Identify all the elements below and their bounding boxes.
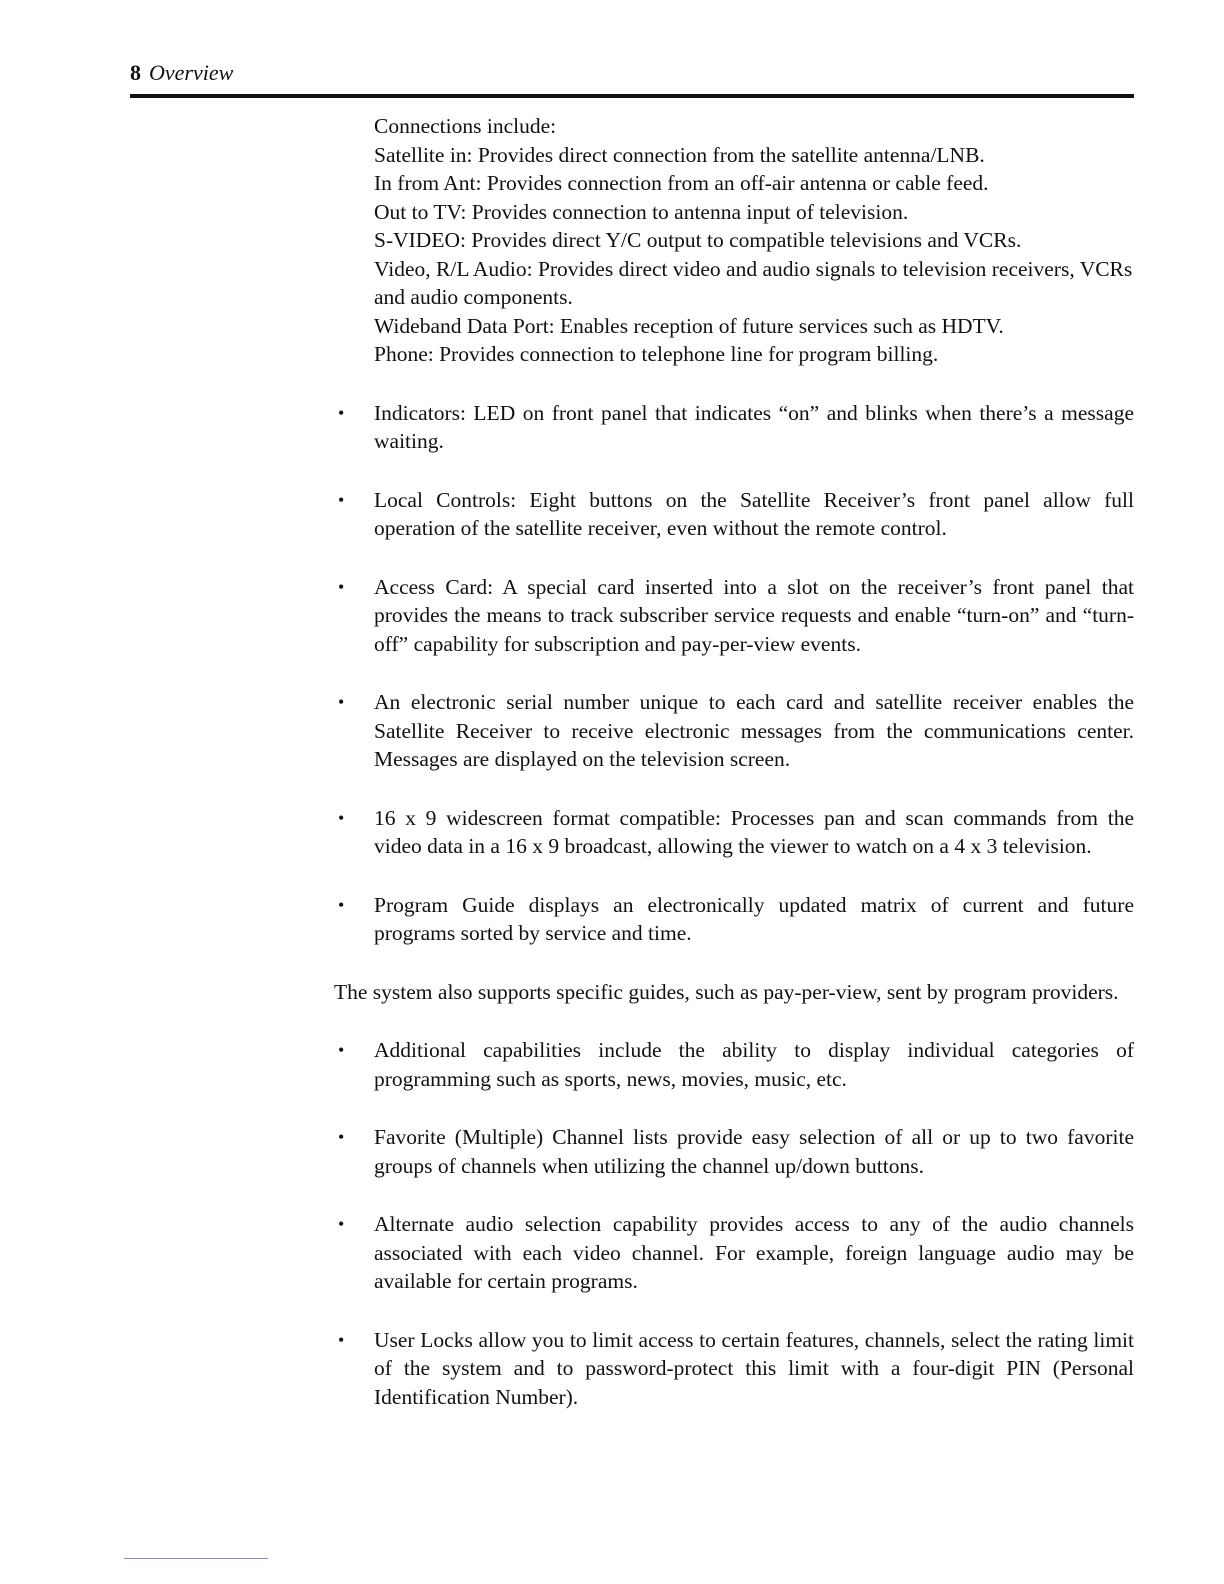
page-content (0, 112, 1224, 1411)
connections-block (374, 112, 1144, 369)
connections-heading: Connections include: (374, 114, 557, 138)
list-item-text: Indicators: LED on front panel that indicates “on” and blinks when there’s a message waiting. (374, 400, 1134, 453)
connection-video-audio: Video, R/L Audio: Provides direct video and audio signals to television receivers, VCRs and audio components. (374, 256, 1133, 309)
bullet-icon: • (338, 1329, 345, 1350)
list-item-indicators (338, 399, 1134, 456)
footnote-rule (124, 1558, 268, 1559)
section-title: Overview (149, 60, 234, 85)
connection-out-to-tv: Out to TV: Provides connection to antenna input of television. (374, 199, 909, 224)
guides-paragraph: The system also supports specific guides, such as pay-per-view, sent by program providers. (334, 979, 1119, 1004)
list-item-favorite-channels (338, 1123, 1134, 1180)
connection-phone: Phone: Provides connection to telephone line for program billing. (374, 342, 939, 366)
bullet-icon: • (338, 1127, 345, 1147)
page-number: 8 (130, 60, 141, 85)
bullet-icon: • (338, 894, 345, 915)
list-item-alternate-audio (338, 1210, 1134, 1296)
list-item-user-locks (338, 1326, 1134, 1412)
list-item-text: Alternate audio selection capability provides access to any of the audio channels associated with each video channel. For example, foreign language audio may be available for certain programs. (374, 1212, 1134, 1293)
bullet-icon: • (338, 807, 345, 828)
bullet-icon: • (338, 489, 345, 510)
list-item-serial-number (338, 688, 1134, 774)
list-item-text: Access Card: A special card inserted into a slot on the receiver’s front panel that provides the means to track subscriber service requests and enable “turn-on” and “turn-off” capability for subscription and pay-per-view events. (374, 574, 1134, 656)
list-item-text: An electronic serial number unique to each card and satellite receiver enables the Satellite Receiver to receive electronic messages from the communications center. Messages are displayed on the television screen. (374, 690, 1134, 771)
list-item-text: 16 x 9 widescreen format compatible: Processes pan and scan commands from the video data in a 16 x 9 broadcast, allowing the viewer to watch on a 4 x 3 television. (374, 805, 1134, 858)
list-item-access-card (338, 573, 1134, 659)
page-header (130, 58, 233, 88)
list-item-local-controls (338, 486, 1134, 543)
list-item-program-guide (338, 891, 1134, 948)
connection-in-from-ant: In from Ant: Provides connection from an off-air antenna or cable feed. (374, 171, 989, 195)
bullet-icon: • (338, 692, 345, 712)
bullet-icon: • (338, 1040, 345, 1060)
header-rule (130, 94, 1134, 98)
connection-s-video: S-VIDEO: Provides direct Y/C output to compatible televisions and VCRs. (374, 228, 1022, 252)
bullet-icon: • (338, 576, 345, 597)
bullet-icon: • (338, 1214, 345, 1234)
connection-wideband-data-port: Wideband Data Port: Enables reception of future services such as HDTV. (374, 313, 1004, 338)
list-item-text: Program Guide displays an electronically updated matrix of current and future programs sorted by service and time. (374, 892, 1134, 945)
bullet-icon: • (338, 402, 345, 423)
list-item-text: Additional capabilities include the ability to display individual categories of programming such as sports, news, movies, music, etc. (374, 1038, 1134, 1091)
connection-satellite-in: Satellite in: Provides direct connection from the satellite antenna/LNB. (374, 142, 985, 167)
list-item-additional-capabilities (338, 1036, 1134, 1093)
feature-list-a (338, 399, 1134, 948)
list-item-text: User Locks allow you to limit access to certain features, channels, select the rating limit of the system and to password-protect this limit with a four-digit PIN (Personal Identification Number). (374, 1327, 1134, 1409)
list-item-text: Local Controls: Eight buttons on the Satellite Receiver’s front panel allow full operation of the satellite receiver, even without the remote control. (374, 487, 1134, 540)
list-item-text: Favorite (Multiple) Channel lists provide easy selection of all or up to two favorite groups of channels when utilizing the channel up/down buttons. (374, 1125, 1134, 1178)
list-item-widescreen (338, 804, 1134, 861)
feature-list-b (338, 1036, 1134, 1411)
